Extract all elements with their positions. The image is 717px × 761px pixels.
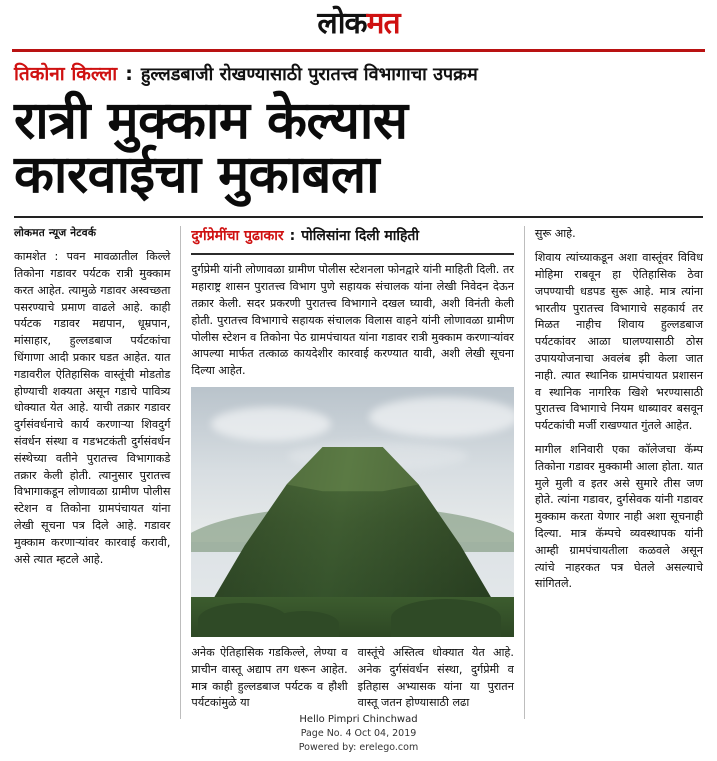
byline: लोकमत न्यूज नेटवर्क xyxy=(14,227,97,240)
headline-line-1: रात्री मुक्काम केल्यास xyxy=(14,91,408,151)
column-rule-1 xyxy=(180,226,181,719)
logo-text-part2: मत xyxy=(366,6,400,41)
subhead xyxy=(191,226,514,247)
kicker-black-label: हुल्लडबाजी रोखण्यासाठी पुरातत्त्व विभागाचा उपक्रम xyxy=(140,64,478,85)
page-footer xyxy=(0,713,717,755)
left-paragraph-1: कामशेत : पवन मावळातील किल्ले तिकोना गडावर पर्यटक रात्री मुक्काम करत आहेत. त्यामुळे गडावर अस्वच्छता पसरण्याचे प्रमाण वाढले आहे. काही पर्यटक गडावर मद्यपान, धूम्रपान, मांसाहार, हुल्लडबाज पर्यटकांचा धिंगाणा आदी प्रकार घडत आहेत. यात गडावरील ऐतिहासिक वास्तूंची मोडतोड होण्याची शक्यता असून गडाचे पावित्र्य धोक्यात येत आहे. याची तक्रार गडावर दुर्गसंवर्धनाचे कार्य करणाऱ्या शिवदुर्ग संवर्धन संस्था व गडभटकंती दुर्गसंवर्धन संस्थेच्या वतीने पुरातत्त्व विभागाकडे तक्रार केली होती. त्यानुसार पुरातत्त्व विभागाकडून लोणावळा ग्रामीण पोलीस स्टेशन व तिकोना ग्रामपंचायत यांना लेखी सूचना पत्र दिले आहे. गडावर मुक्काम करणाऱ्यांवर कारवाई करावी, असे त्यात म्हटले आहे. xyxy=(14,250,171,566)
mid-bottom-subcolumns xyxy=(191,645,514,719)
foreground-bush xyxy=(391,599,501,637)
article-photo xyxy=(191,387,514,637)
article-columns xyxy=(0,218,717,719)
footer-powered-by: Powered by: erelego.com xyxy=(298,742,419,754)
logo-text-part1: लोक xyxy=(317,6,367,41)
right-paragraph-2: शिवाय त्यांच्याकडून अशा वास्तूंवर विविध मोहिमा राबवून हा ऐतिहासिक ठेवा जपण्याची धडपड सुरू आहे. मात्र त्यांना भारतीय पुरातत्त्व विभागाचे सहकार्य तर मिळत नाहीच शिवाय हुल्लडबाज पर्यटकांवर आळा घालण्यासाठी ठोस उपाययोजनाचा अवलंब झी केला जात नाही. त्यात स्थानिक ग्रामपंचायत प्रशासन व स्थानिक नागरिक खिशे भरण्यासाठी पुरातत्त्व विभागाचे नियम धाब्यावर बसवून पर्यटकांची मर्जी राखण्यात गुंतले आहेत. xyxy=(534,251,704,433)
mid-paragraph-bottom-right: वास्तूंचे अस्तित्व धोक्यात येत आहे. अनेक दुर्गसंवर्धन संस्था, दुर्गप्रेमी व इतिहास अभ्यासक यांना या पुरातन वास्तू जतन होण्यासाठी लढा xyxy=(357,646,514,710)
kicker-line xyxy=(0,52,717,88)
column-rule-2 xyxy=(524,226,525,719)
mid-paragraph-bottom-left: अनेक ऐतिहासिक गडकिल्ले, लेण्या व प्राचीन वास्तू अद्याप तग धरून आहेत. मात्र काही हुल्लडबाज पर्यटक व हौशी पर्यटकांमुळे या xyxy=(191,646,348,710)
mid-paragraph-top: दुर्गप्रेमी यांनी लोणावळा ग्रामीण पोलीस स्टेशनला फोनद्वारे यांनी माहिती दिली. तर महाराष्ट्र शासन पुरातत्त्व विभाग पुणे सहायक संचालक यांना लेखी निवेदन देऊन तक्रार केली. सदर प्रकरणी पुरातत्त्व विभागाने दखल घ्यावी, अशी विनंती केली होती. पुरातत्त्व विभागाचे सहायक संचालक विलास वाहने यांनी लोणावळा ग्रामीण पोलीस स्टेशन व तिकोना पेठ ग्रामपंचायत यांना गडावर रात्री मुक्काम करणाऱ्यांवर आपल्या मार्फत तत्काळ कायदेशीर कारवाई करण्यात यावी, अशी लेखी सूचना दिल्या आहेत. xyxy=(191,263,514,378)
cloud-shape xyxy=(369,397,514,437)
footer-page-date: Page No. 4 Oct 04, 2019 xyxy=(300,728,417,740)
footer-publication: Hello Pimpri Chinchwad xyxy=(299,713,418,725)
subhead-underline xyxy=(191,253,514,255)
kicker-red-label: तिकोना किल्ला xyxy=(14,63,118,85)
right-paragraph-3: मागील शनिवारी एका कॉलेजचा कॅम्प तिकोना गडावर मुक्कामी आला होता. यात मुले मुली व इतर असे सुमारे तीस जण होते. त्यांना गडावर, दुर्गसेवक यांनी गडावर मुक्काम करता येणार नाही अशा सूचनाही दिल्या. मात्र कॅम्पचे व्यवस्थापक यांनी आम्ही ग्रामपंचायतीला कळवले असून त्यांचे नाहरकत पत्र घेतले असल्याचे सांगितले. xyxy=(534,443,704,591)
column-middle xyxy=(191,226,514,719)
subhead-separator: : xyxy=(289,228,296,245)
column-left xyxy=(14,226,170,719)
right-paragraph-1: सुरू आहे. xyxy=(534,227,576,241)
cloud-shape xyxy=(211,407,331,441)
publication-logo xyxy=(317,6,400,41)
headline xyxy=(0,88,717,206)
subhead-red-label: दुर्गप्रेमींचा पुढाकार xyxy=(191,228,284,245)
masthead xyxy=(0,0,717,45)
headline-line-2: कारवाईचा मुकाबला xyxy=(14,145,380,206)
kicker-separator: : xyxy=(125,63,133,85)
subhead-black-label: पोलिसांना दिली माहिती xyxy=(301,228,419,245)
column-right xyxy=(535,226,703,719)
foreground-bush xyxy=(269,611,339,637)
